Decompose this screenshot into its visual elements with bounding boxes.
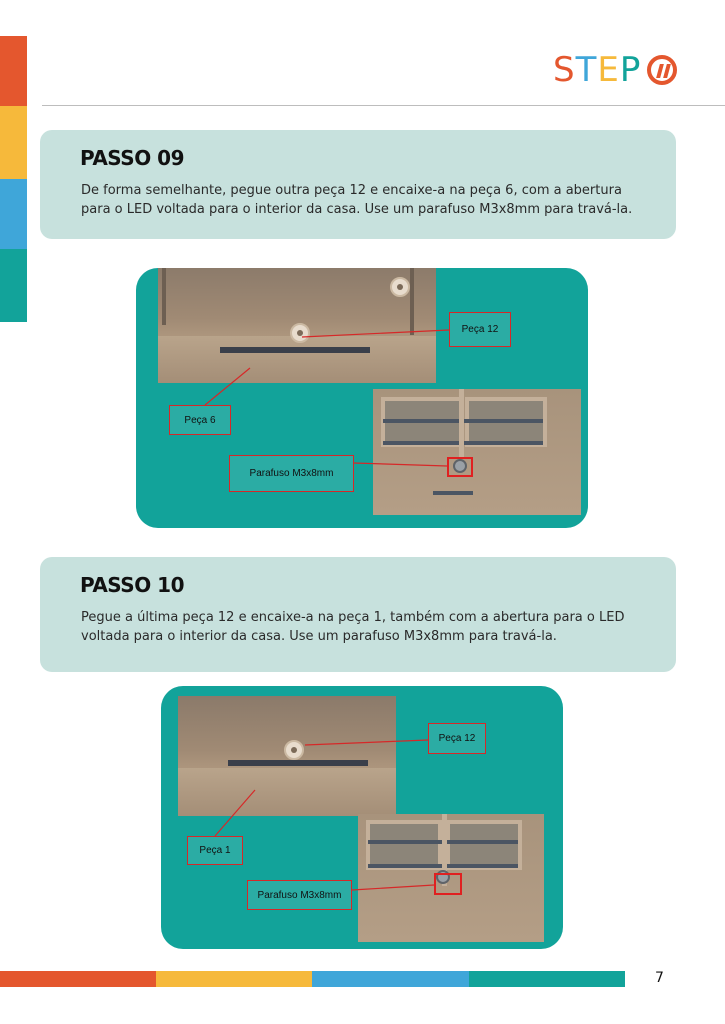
label-screw: Parafuso M3x8mm — [247, 880, 352, 910]
page-number: 7 — [655, 970, 664, 986]
step-box-10 — [40, 557, 676, 672]
label-part-6: Peça 6 — [169, 405, 231, 435]
label-part-12: Peça 12 — [449, 312, 511, 347]
photo-panel-10 — [161, 686, 563, 949]
left-strip-blue — [0, 179, 27, 249]
photo-screw-detail — [373, 389, 581, 515]
step-logo — [553, 50, 677, 90]
photo-panel-09 — [136, 268, 588, 528]
step-box-09 — [40, 130, 676, 239]
footer-bar-teal — [469, 971, 625, 987]
logo-badge-icon — [647, 55, 677, 85]
left-strip-orange — [0, 36, 27, 106]
step-title: PASSO 10 — [80, 573, 185, 597]
header-divider — [42, 105, 725, 106]
photo-interior-view — [178, 696, 396, 816]
label-part-1: Peça 1 — [187, 836, 243, 865]
footer-bar-yellow — [156, 971, 312, 987]
step-title: PASSO 09 — [80, 146, 185, 170]
left-strip-yellow — [0, 106, 27, 179]
label-part-12: Peça 12 — [428, 723, 486, 754]
step-instructions: Pegue a última peça 12 e encaixe-a na peça 1, também com a abertura para o LED voltada para o interior da casa. Use um parafuso M3x8mm para travá-la. — [81, 610, 625, 644]
step-instructions: De forma semelhante, pegue outra peça 12 e encaixe-a na peça 6, com a abertura para o LED voltada para o interior da casa. Use um parafuso M3x8mm para travá-la. — [81, 183, 633, 217]
label-screw: Parafuso M3x8mm — [229, 455, 354, 492]
logo-wordmark: STEP — [553, 50, 642, 90]
screw-highlight — [447, 457, 473, 477]
left-strip-teal — [0, 249, 27, 322]
footer-bar-orange — [0, 971, 156, 987]
photo-interior-view — [158, 268, 436, 383]
footer-bar-blue — [312, 971, 469, 987]
screw-highlight — [434, 873, 462, 895]
